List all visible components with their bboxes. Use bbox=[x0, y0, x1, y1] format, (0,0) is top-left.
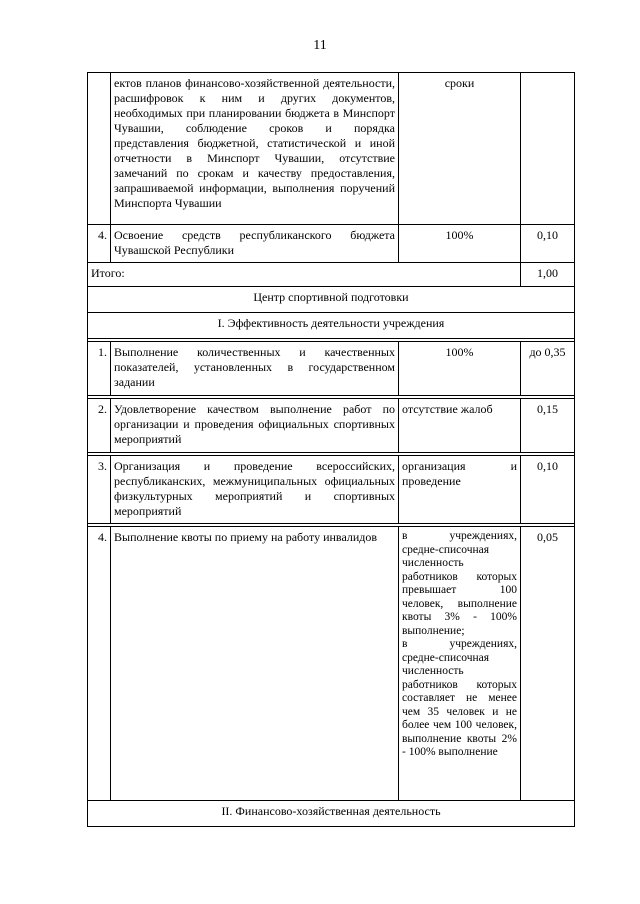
criterion-line: в учреждениях, средне-списочная численность работников которых превышает 100 человек, выполнение квоты 3% - 100% выполнение; bbox=[402, 530, 517, 637]
section-row bbox=[88, 801, 575, 827]
weight-value: 0,10 bbox=[521, 225, 575, 263]
row-number: 2. bbox=[88, 399, 111, 453]
criterion-text: организация и проведение bbox=[399, 456, 521, 524]
section-title: II. Финансово-хозяйственная деятельность bbox=[88, 801, 575, 827]
criterion-line: в учреждениях, средне-списочная численность работников которых составляет не менее чем 35 человек и не более чем 100 человек, выполнение квоты 2% - 100% выполнение bbox=[402, 638, 517, 758]
indicator-text: Выполнение количественных и качественных показателей, установленных в государственном задании bbox=[111, 342, 399, 396]
row-number: 3. bbox=[88, 456, 111, 524]
row-number: 4. bbox=[88, 225, 111, 263]
total-label: Итого: bbox=[88, 263, 521, 287]
total-row bbox=[88, 263, 575, 287]
indicator-text: Удовлетворение качеством выполнение работ по организации и проведения официальных спортивных мероприятий bbox=[111, 399, 399, 453]
criterion-text: 100% bbox=[399, 225, 521, 263]
org-title: Центр спортивной подготовки bbox=[88, 287, 575, 313]
criteria-table bbox=[87, 72, 575, 827]
row-number bbox=[88, 73, 111, 225]
criterion-text: 100% bbox=[399, 342, 521, 396]
org-title-row bbox=[88, 287, 575, 313]
weight-value: до 0,35 bbox=[521, 342, 575, 396]
table-row bbox=[88, 456, 575, 524]
indicator-text: Освоение средств республиканского бюджета Чувашской Республики bbox=[111, 225, 399, 263]
weight-value: 0,15 bbox=[521, 399, 575, 453]
table-row bbox=[88, 527, 575, 801]
indicator-text: Организация и проведение всероссийских, республиканских, межмуниципальных официальных физкультурных мероприятий и спортивных мероприятий bbox=[111, 456, 399, 524]
weight-value: 0,05 bbox=[521, 527, 575, 801]
criterion-text: отсутствие жалоб bbox=[399, 399, 521, 453]
section-row bbox=[88, 313, 575, 339]
row-number: 4. bbox=[88, 527, 111, 801]
total-value: 1,00 bbox=[521, 263, 575, 287]
indicator-text: Выполнение квоты по приему на работу инвалидов bbox=[111, 527, 399, 801]
indicator-text: ектов планов финансово-хозяйственной деятельности, расшифровок к ним и других документов, необходимых при планировании бюджета в Минспорт Чувашии, соблюдение сроков и порядка представления бюджетной, статистической и иной отчетности в Минспорт Чувашии, отсутствие замечаний по срокам и качеству предоставления, запрашиваемой информации, выполнения поручений Минспорта Чувашии bbox=[111, 73, 399, 225]
criterion-cell bbox=[399, 527, 521, 801]
table-row bbox=[88, 342, 575, 396]
page-number: 11 bbox=[313, 38, 327, 53]
row-number: 1. bbox=[88, 342, 111, 396]
weight-value: 0,10 bbox=[521, 456, 575, 524]
table-row bbox=[88, 399, 575, 453]
table-row bbox=[88, 73, 575, 225]
criterion-text: сроки bbox=[399, 73, 521, 225]
section-title: I. Эффективность деятельности учреждения bbox=[88, 313, 575, 339]
weight-value bbox=[521, 73, 575, 225]
table-row bbox=[88, 225, 575, 263]
